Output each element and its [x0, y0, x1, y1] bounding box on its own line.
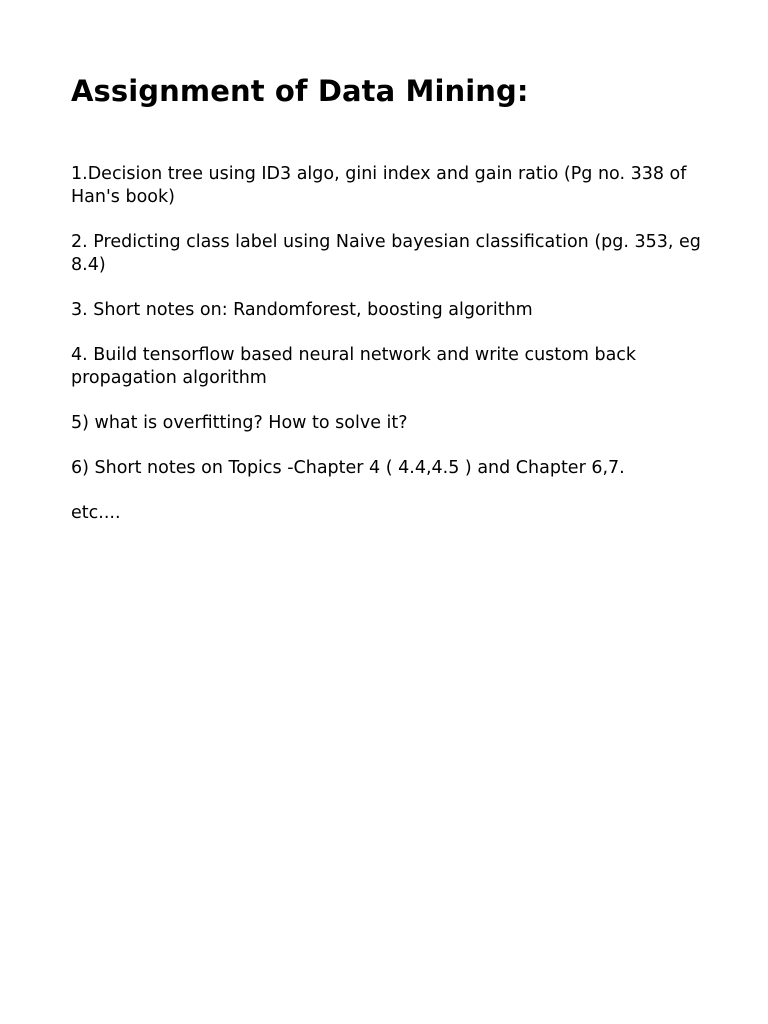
- document-page: [71, 72, 701, 523]
- assignment-item-etc: etc....: [71, 503, 121, 523]
- assignment-item-1: 1.Decision tree using ID3 algo, gini index and gain ratio (Pg no. 338 of Han's book): [71, 164, 687, 207]
- assignment-item-5: 5) what is overfitting? How to solve it?: [71, 413, 408, 433]
- assignment-item-4: 4. Build tensorflow based neural network and write custom back propagation algorithm: [71, 345, 637, 388]
- assignment-item-2: 2. Predicting class label using Naive bayesian classification (pg. 353, eg 8.4): [71, 232, 701, 275]
- assignment-item-3: 3. Short notes on: Randomforest, boosting algorithm: [71, 300, 533, 320]
- page-title: Assignment of Data Mining:: [71, 74, 529, 108]
- assignment-item-6: 6) Short notes on Topics -Chapter 4 ( 4.4,4.5 ) and Chapter 6,7.: [71, 458, 625, 478]
- assignment-list: [71, 163, 701, 547]
